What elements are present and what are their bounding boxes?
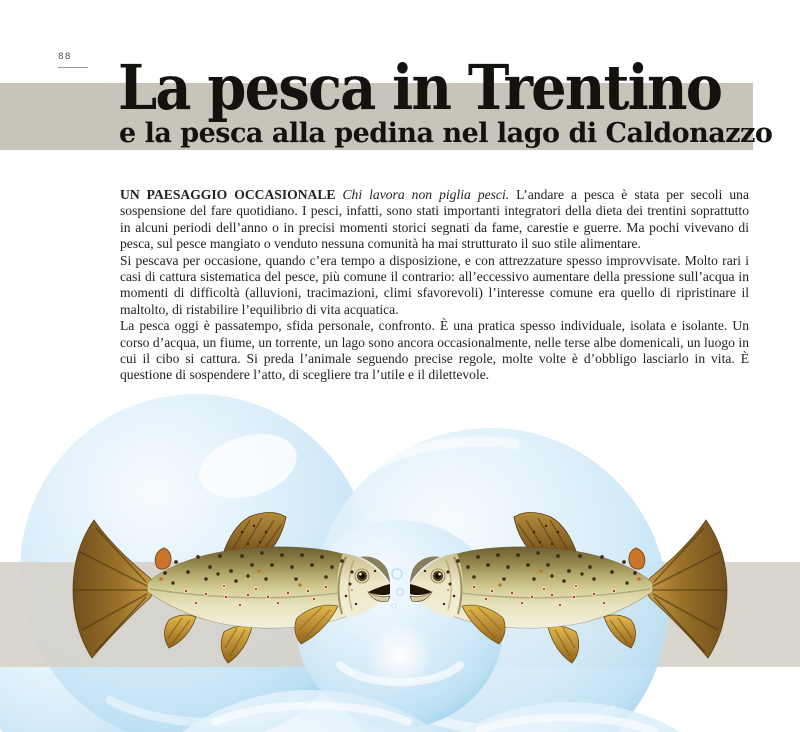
lead-italic: Chi lavora non piglia pesci. [342, 187, 510, 202]
paragraph-1 [120, 187, 749, 253]
page-title: La pesca in Trentino [118, 51, 722, 124]
page-number: 88 [58, 52, 72, 62]
paragraph-2: Si pescava per occasione, quando c’era tempo a disposizione, e con attrezzature spesso improvvisate. Molto rari i casi di cattura sistematica del pesce, più comune il contrario: all’eccessivo aumentare della pressione sull’acqua in momenti di difficoltà (alluvioni, tracimazioni, climi sfavorevoli) l’interesse comune era quello di ripristinare il maltolto, di ristabilire l’equilibrio di vita acquatica. [120, 252, 749, 317]
water-droplet [397, 589, 404, 596]
water-droplet [392, 569, 402, 579]
water-droplet [392, 604, 396, 608]
trout-bubbles-illustration [0, 392, 800, 732]
page-subtitle: e la pesca alla pedina nel lago di Caldonazzo [119, 118, 773, 149]
paragraph-3: La pesca oggi è passatempo, sfida personale, confronto. È una pratica spesso individuale, isolata e isolante. Un corso d’acqua, un fiume, un torrente, un lago sono ancora occasionalmente, nelle terse albe domenicali, un luogo in cui il cibo si cattura. Si preda l’animale seguendo precise regole, molte volte è d’obbligo lasciarlo in vita. È questione di sospendere l’atto, di scegliere tra l’utile e il dilettevole. [120, 318, 749, 383]
lead-in: UN PAESAGGIO OCCASIONALE [120, 187, 343, 202]
illustration-svg [0, 392, 800, 732]
page-number-rule [58, 67, 88, 68]
article-body [120, 187, 749, 384]
paragraph-1-text: L’andare a pesca è stata per secoli una sospensione del fare quotidiano. I pesci, infatti, sono stati importanti integratori della dieta dei trentini soprattutto in alcuni periodi dell’anno o in precisi momenti storici segnati da fame, carestie e guerre. Ma pochi vivevano di pesca, sul pesce mangiato o venduto nessuna comunità ha mai strutturato il suo stile alimentare. [120, 187, 749, 252]
